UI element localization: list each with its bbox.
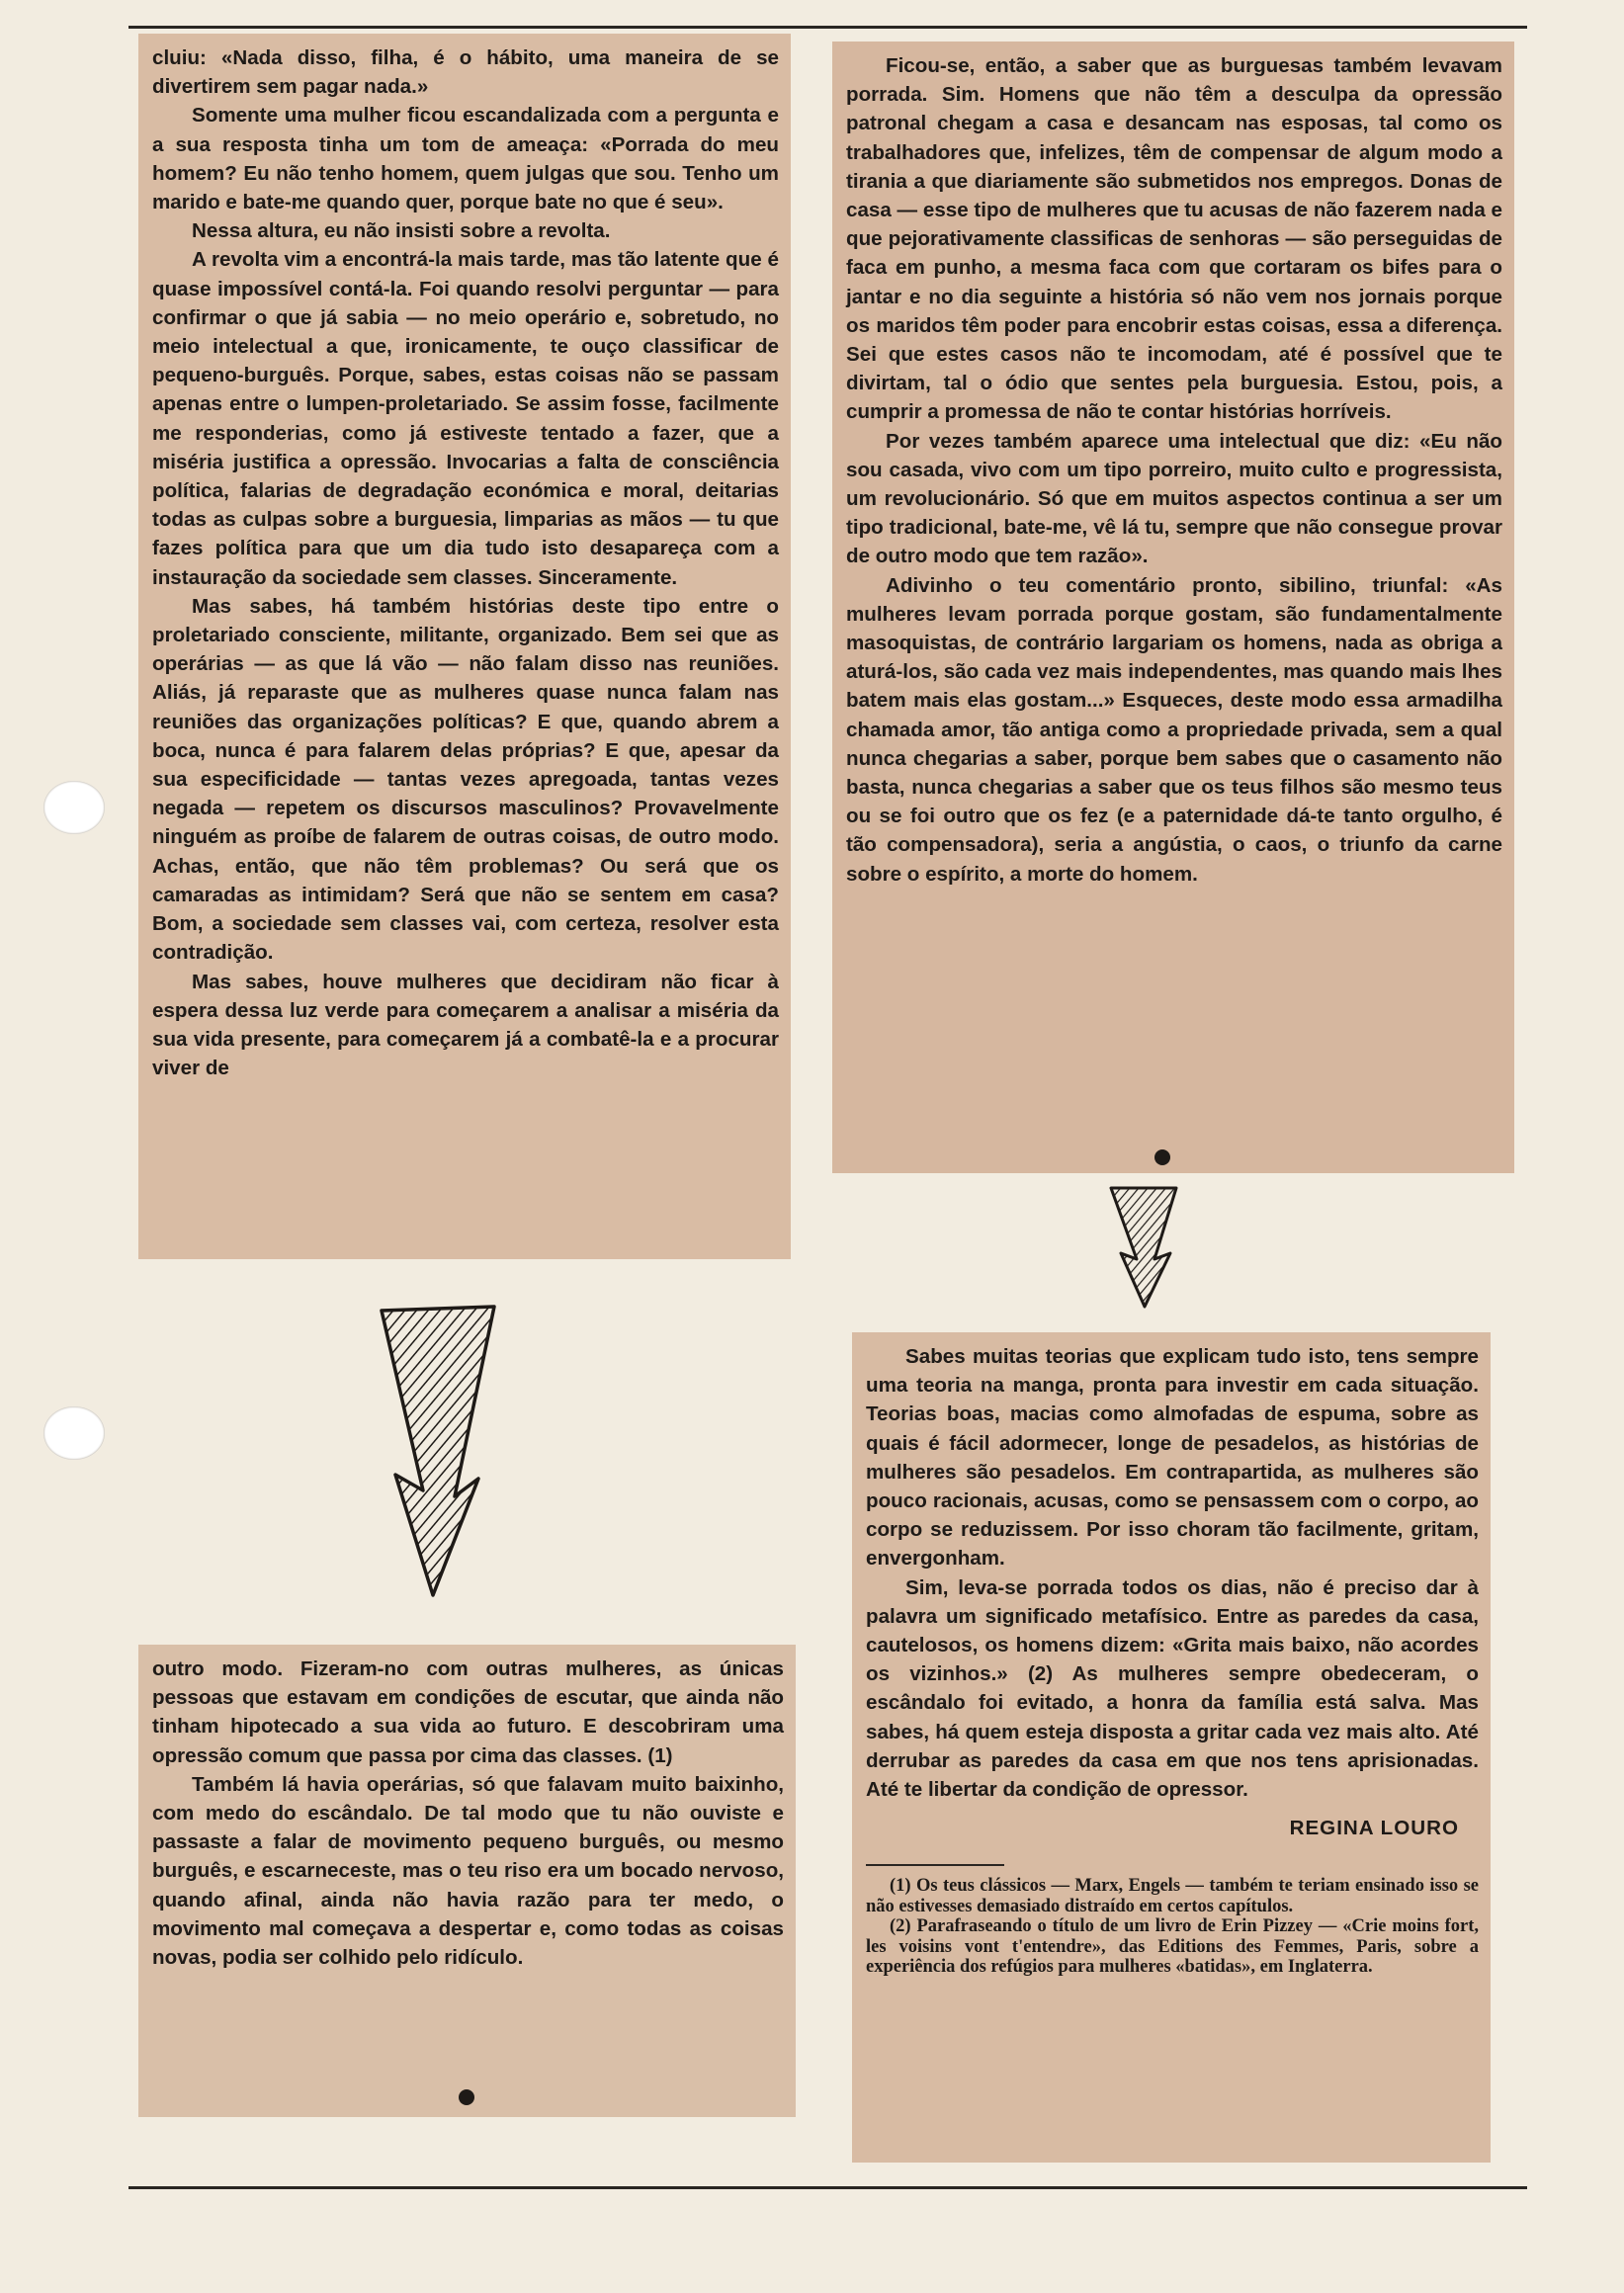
paragraph: A revolta vim a encontrá-la mais tarde, mas tão latente que é quase impossível contá-la. Foi quando resolvi perguntar — para confirmar o que já sabia — no meio operário e, sobretudo, no meio intelectual a que, ironicamente, te ouço classificar de pequeno-burguês. Porque, sabes, estas coisas não se passam apenas entre o lumpen-proletariado. Se assim fosse, facilmente me responderias, como já estiveste tentado a fazer, que a miséria justifica a opressão. Invocarias a falta de consciência política, falarias de degradação económica e moral, deitarias todas as culpas sobre a burguesia, limparias as mãos — tu que fazes política para que um dia tudo isto desapareça com a instauração da sociedade sem classes. Sinceramente. xyxy=(152,248,779,589)
paragraph: Também lá havia operárias, só que falavam muito baixinho, com medo do escândalo. De tal modo que tu não ouviste e passaste a falar de movimento pequeno burguês, ou mesmo burguês, e escarneceste, mas o teu riso era um bocado nervoso, quando afinal, ainda não havia razão para ter medo, o movimento mal começava a despertar e, como todas as coisas novas, podia ser colhido pelo ridículo. xyxy=(152,1772,784,1970)
paragraph: Somente uma mulher ficou escandalizada com a pergunta e a sua resposta tinha um tom de ameaça: «Porrada do meu homem? Eu não tenho homem, quem julgas que sou. Tenho um marido e bate-me quando quer, porque bate no que é seu». xyxy=(152,104,779,214)
footnotes xyxy=(866,1876,1479,1978)
paragraph: Mas sabes, há também histórias deste tipo entre o proletariado consciente, militante, organizado. Bem sei que as operárias — as que lá vão — não falam disso nas reuniões. Aliás, já reparaste que as mulheres quase nunca falam nas reuniões das organizações políticas? E que, quando abrem a boca, nunca é para falarem delas próprias? E que, apesar da sua especificidade — tantas vezes apregoada, tantas vezes negada — repetem os discursos masculinos? Provavelmente ninguém as proíbe de falarem de outras coisas, de outro modo. Achas, então, que não têm problemas? Ou será que os camaradas as intimidam? Será que não se sentem em casa? Bom, a sociedade sem classes vai, com certeza, resolver esta contradição. xyxy=(152,594,779,965)
clipping-right-bottom xyxy=(852,1332,1491,2163)
paragraph: Mas sabes, houve mulheres que decidiram não ficar à espera dessa luz verde para começarem a analisar a miséria da sua vida presente, para começarem já a combatê-la e a procurar viver de xyxy=(152,970,779,1080)
author-signature: REGINA LOURO xyxy=(1289,1817,1459,1840)
hatched-down-arrow-icon xyxy=(1105,1184,1182,1311)
paragraph: outro modo. Fizeram-no com outras mulheres, as únicas pessoas que estavam em condições de escutar, que ainda não tinham hipotecado a sua vida ao futuro. E descobriram uma opressão comum que passa por cima das classes. (1) xyxy=(152,1657,784,1767)
bullet-dot-icon xyxy=(1154,1149,1170,1165)
bottom-rule xyxy=(128,2186,1527,2189)
hatched-down-arrow-icon xyxy=(376,1303,502,1601)
paragraph: Sim, leva-se porrada todos os dias, não é preciso dar à palavra um significado metafísico. Entre as paredes da casa, cautelosos, os homens dizem: «Grita mais baixo, não acordes os vizinhos.» (2) As mulheres sempre obedeceram, o escândalo foi evitado, a honra da família está salva. Mas sabes, há quem esteja disposta a gritar cada vez mais alto. Até derrubar as paredes da casa em que nos tens aprisionadas. Até te libertar da condição de opressor. xyxy=(866,1575,1479,1802)
paragraph: cluiu: «Nada disso, filha, é o hábito, uma maneira de se divertirem sem pagar nada.» xyxy=(152,46,779,99)
paragraph: Por vezes também aparece uma intelectual que diz: «Eu não sou casada, vivo com um tipo porreiro, muito culto e progressista, um revolucionário. Só que em muitos aspectos continua a ser um tipo tradicional, bate-me, vê lá tu, sempre que não consegue provar de outro modo que tem razão». xyxy=(846,429,1502,568)
punch-hole-upper xyxy=(43,781,105,834)
paragraph: Ficou-se, então, a saber que as burguesas também levavam porrada. Sim. Homens que não têm a desculpa da opressão patronal chegam a casa e desancam nas esposas, tal como os trabalhadores que, infelizes, têm de compensar de algum modo a tirania a que diariamente são submetidos nos empregos. Donas de casa — esse tipo de mulheres que tu acusas de não fazerem nada e que pejorativamente classificas de senhoras — são perseguidas de faca em punho, a mesma faca com que cortaram os bifes para o jantar e no dia seguinte a história só não vem nos jornais porque os maridos têm poder para encobrir estas coisas, essa a diferença. Sei que estes casos não te incomodam, até é possível que te divirtam, tal o ódio que sentes pela burguesia. Estou, pois, a cumprir a promessa de não te contar histórias horríveis. xyxy=(846,54,1502,424)
clipping-right-top xyxy=(832,42,1514,1173)
paragraph: Nessa altura, eu não insisti sobre a revolta. xyxy=(192,219,611,243)
footnote-divider xyxy=(866,1864,1004,1866)
paragraph: Sabes muitas teorias que explicam tudo isto, tens sempre uma teoria na manga, pronta para investir em cada situação. Teorias boas, macias como almofadas de espuma, sobre as quais é fácil adormecer, longe de pesadelos, as histórias de mulheres são pesadelos. Em contrapartida, as mulheres são pouco racionais, acusas, como se pensassem com o corpo, ao corpo se reduzissem. Por isso choram tão facilmente, gritam, envergonham. xyxy=(866,1345,1479,1571)
bullet-dot-icon xyxy=(459,2089,474,2105)
paragraph: Adivinho o teu comentário pronto, sibilino, triunfal: «As mulheres levam porrada porque gostam, são fundamentalmente masoquistas, de contrário largariam os homens, nada as obriga a aturá-los, são cada vez mais independentes, mas quando mais lhes batem mais elas gostam...» Esqueces, deste modo essa armadilha chamada amor, tão antiga como a propriedade privada, sem a qual nunca chegarias a saber, porque bem sabes que o casamento não basta, nunca chegarias a saber que os teus filhos são mesmo teus ou se foi outro que os fez (e a paternidade dá-te tanto orgulho, é tão compensadora), seria a angústia, o caos, o triunfo da carne sobre o espírito, a morte do homem. xyxy=(846,573,1502,886)
footnote: (1) Os teus clássicos — Marx, Engels — também te teriam ensinado isso se não estivesses demasiado distraído em certos capítulos. xyxy=(866,1876,1479,1916)
top-rule xyxy=(128,26,1527,29)
clipping-left-top xyxy=(138,34,791,1259)
punch-hole-lower xyxy=(43,1406,105,1460)
footnote: (2) Parafraseando o título de um livro de Erin Pizzey — «Crie moins fort, les voisins vont t'entendre», das Editions des Femmes, Paris, sobre a experiência dos refúgios para mulheres «batidas», em Inglaterra. xyxy=(866,1916,1479,1978)
clipping-left-bottom xyxy=(138,1645,796,2117)
